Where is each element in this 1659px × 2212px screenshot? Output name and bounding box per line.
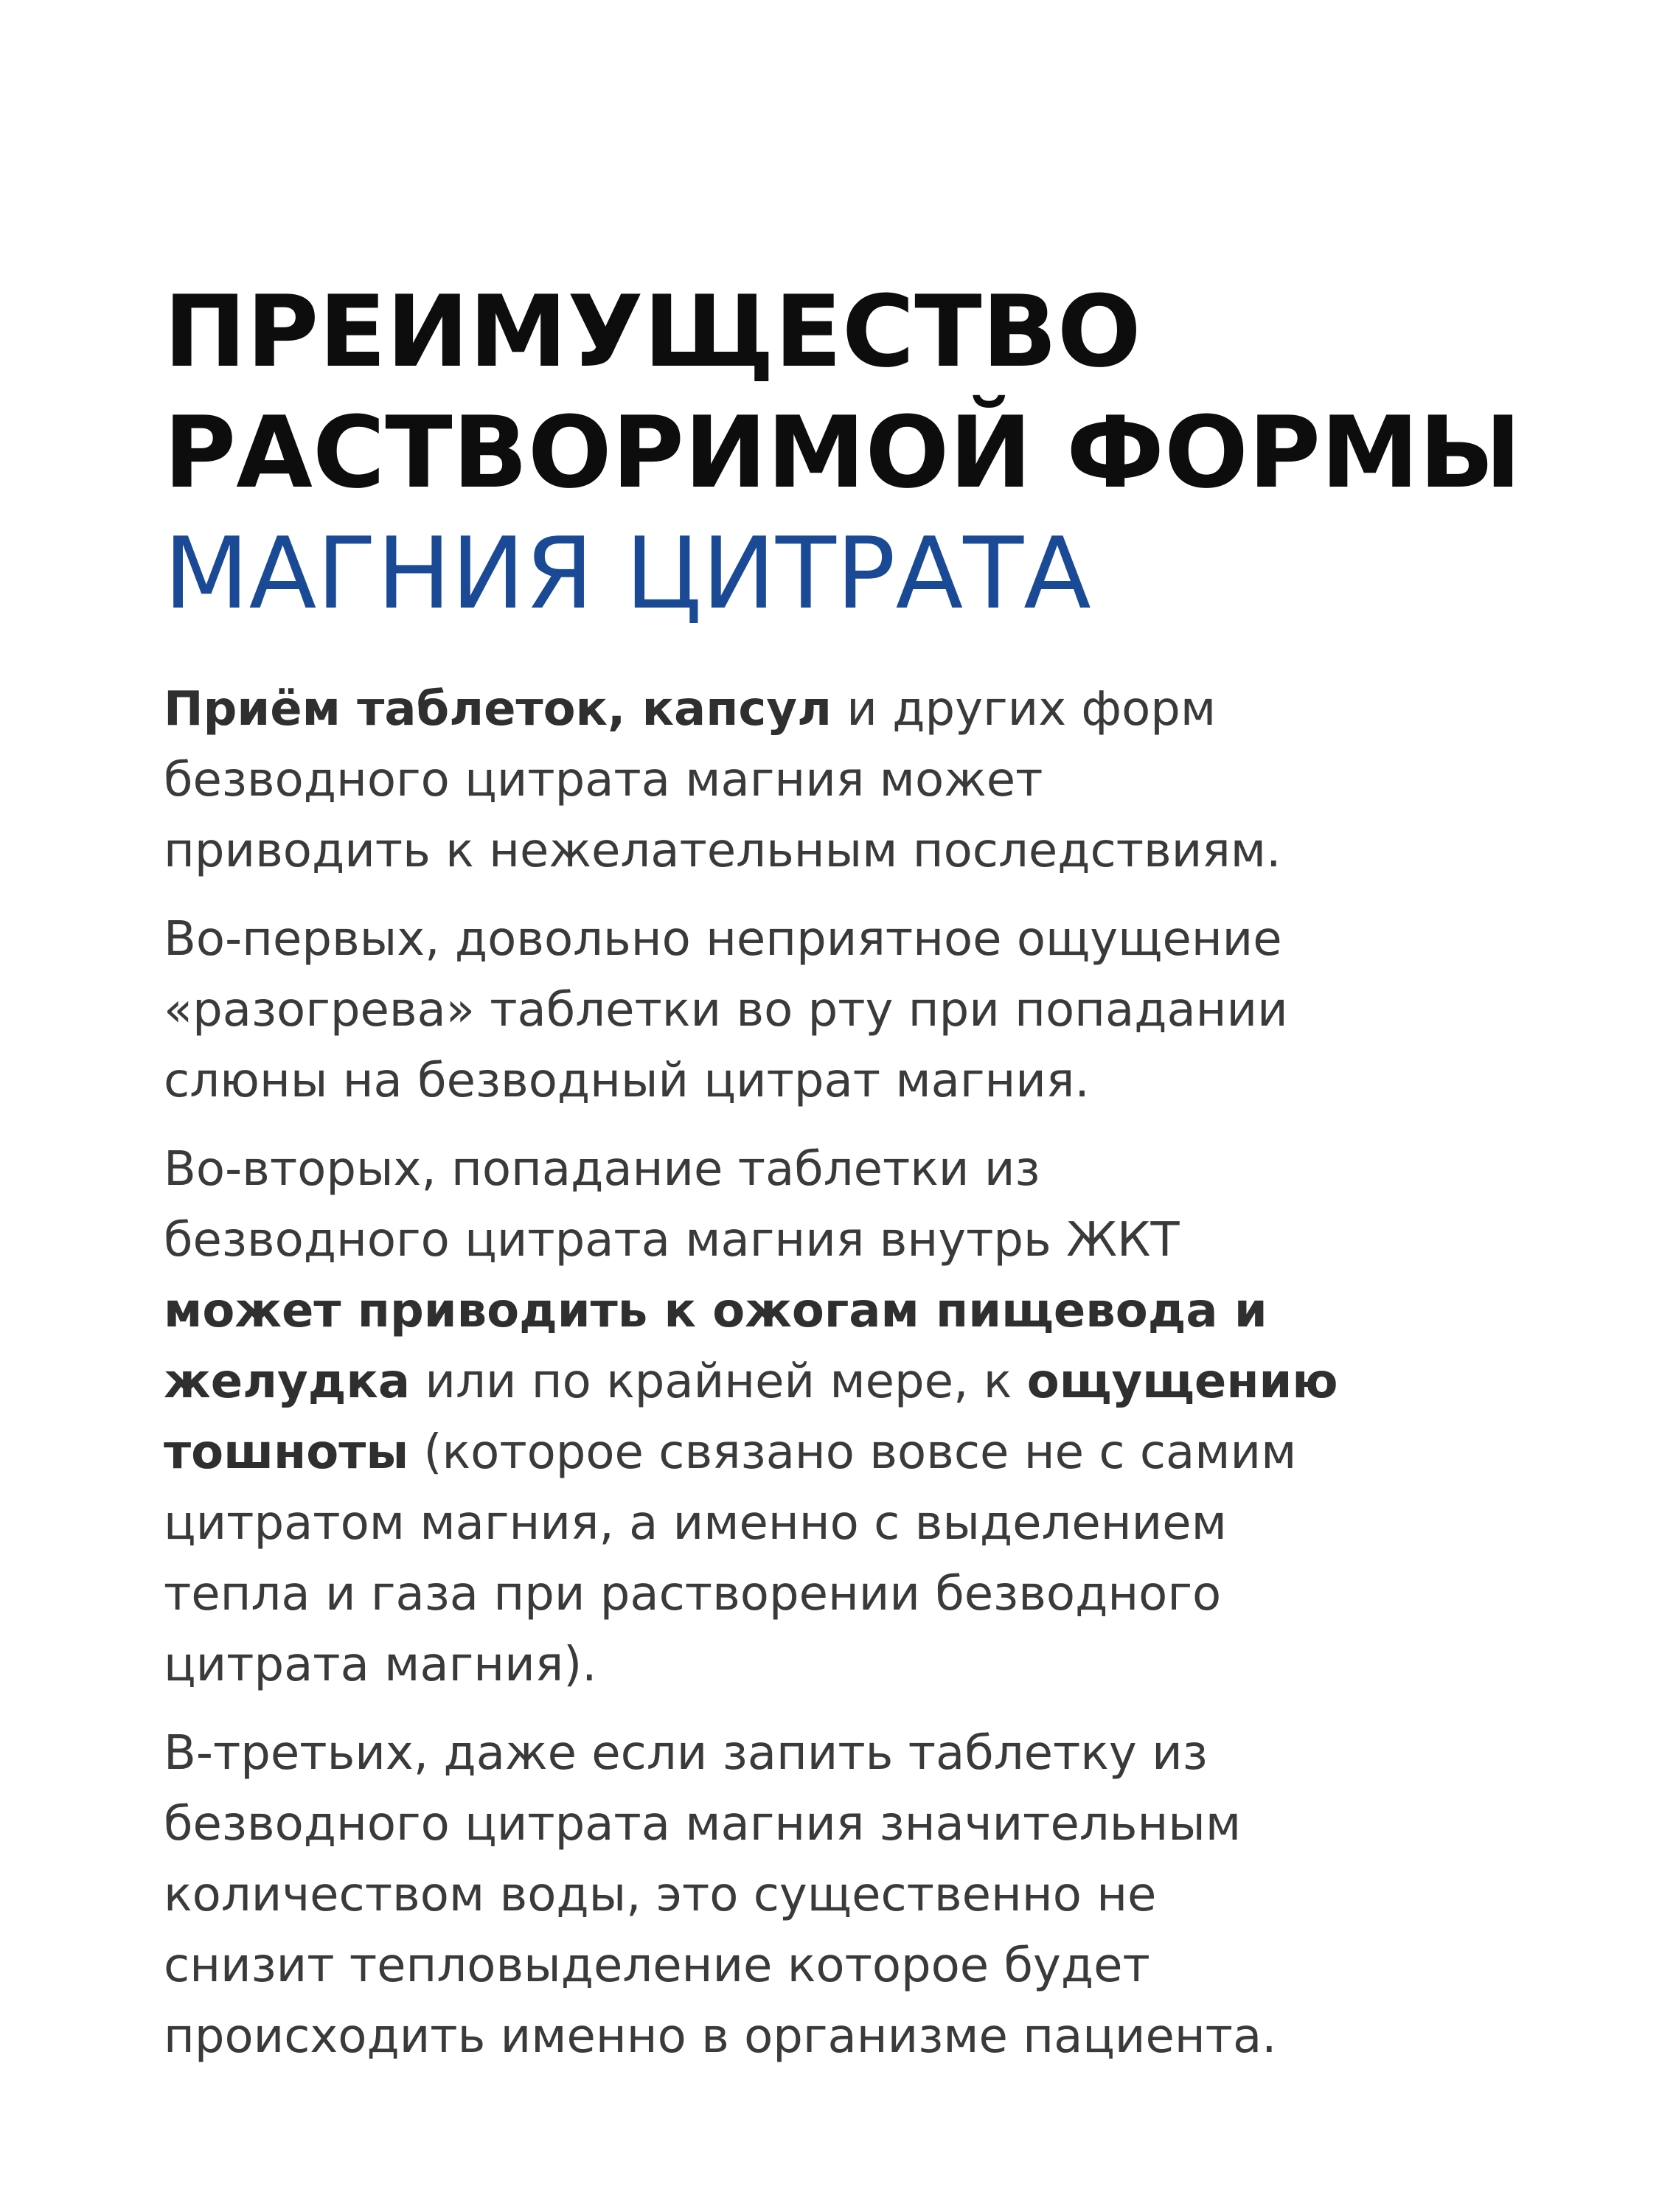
- paragraph-1-line-2: безводного цитрата магния может: [164, 753, 1043, 807]
- paragraph-4-line-4: снизит тепловыделение которое будет: [164, 1938, 1150, 1993]
- paragraph-3-line-5: [164, 1417, 1565, 1488]
- paragraph-3: [164, 1134, 1565, 1700]
- paragraph-4-line-3: количеством воды, это существенно не: [164, 1868, 1157, 1922]
- bold-text: Приём таблеток, капсул: [164, 682, 832, 737]
- bold-text: может приводить к ожогам пищевода и: [164, 1284, 1267, 1338]
- paragraph-4: [164, 1718, 1565, 2072]
- paragraph-2-line-1: Во-первых, довольно неприятное ощущение: [164, 912, 1282, 967]
- text: и других форм: [831, 682, 1217, 737]
- paragraph-3-line-2: безводного цитрата магния внутрь ЖКТ: [164, 1213, 1180, 1267]
- page-title: [164, 271, 1565, 513]
- text: или по крайней мере, к: [410, 1354, 1027, 1409]
- bold-text: желудка: [164, 1354, 410, 1409]
- paragraph-3-line-4: [164, 1346, 1565, 1417]
- paragraph-4-line-1: В-третьих, даже если запить таблетку из: [164, 1726, 1208, 1781]
- paragraph-2-line-3: слюны на безводный цитрат магния.: [164, 1054, 1090, 1108]
- title-line-2: РАСТВОРИМОЙ ФОРМЫ: [164, 395, 1522, 510]
- paragraph-1: [164, 674, 1565, 886]
- paragraph-2: [164, 904, 1565, 1116]
- article: [164, 271, 1565, 2090]
- text: (которое связано вовсе не с самим: [408, 1425, 1297, 1480]
- title-line-1: ПРЕИМУЩЕСТВО: [164, 274, 1141, 389]
- paragraph-2-line-2: «разогрева» таблетки во рту при попадании: [164, 983, 1288, 1037]
- paragraph-1-line-1: [164, 674, 1565, 745]
- title-accent-line: МАГНИЯ ЦИТРАТА: [164, 516, 1091, 631]
- paragraph-3-line-1: Во-вторых, попадание таблетки из: [164, 1142, 1040, 1197]
- paragraph-4-line-2: безводного цитрата магния значительным: [164, 1797, 1242, 1851]
- paragraph-1-line-3: приводить к нежелательным последствиям.: [164, 824, 1281, 878]
- paragraph-3-line-7: тепла и газа при растворении безводного: [164, 1567, 1222, 1621]
- paragraph-4-line-5: происходить именно в организме пациента.: [164, 2009, 1277, 2064]
- paragraph-3-line-3: [164, 1276, 1565, 1346]
- paragraph-3-line-6: цитратом магния, а именно с выделением: [164, 1496, 1227, 1551]
- bold-text: тошноты: [164, 1425, 409, 1480]
- paragraph-3-line-8: цитрата магния).: [164, 1638, 597, 1692]
- bold-text: ощущению: [1026, 1354, 1338, 1409]
- article-body: [164, 674, 1565, 2072]
